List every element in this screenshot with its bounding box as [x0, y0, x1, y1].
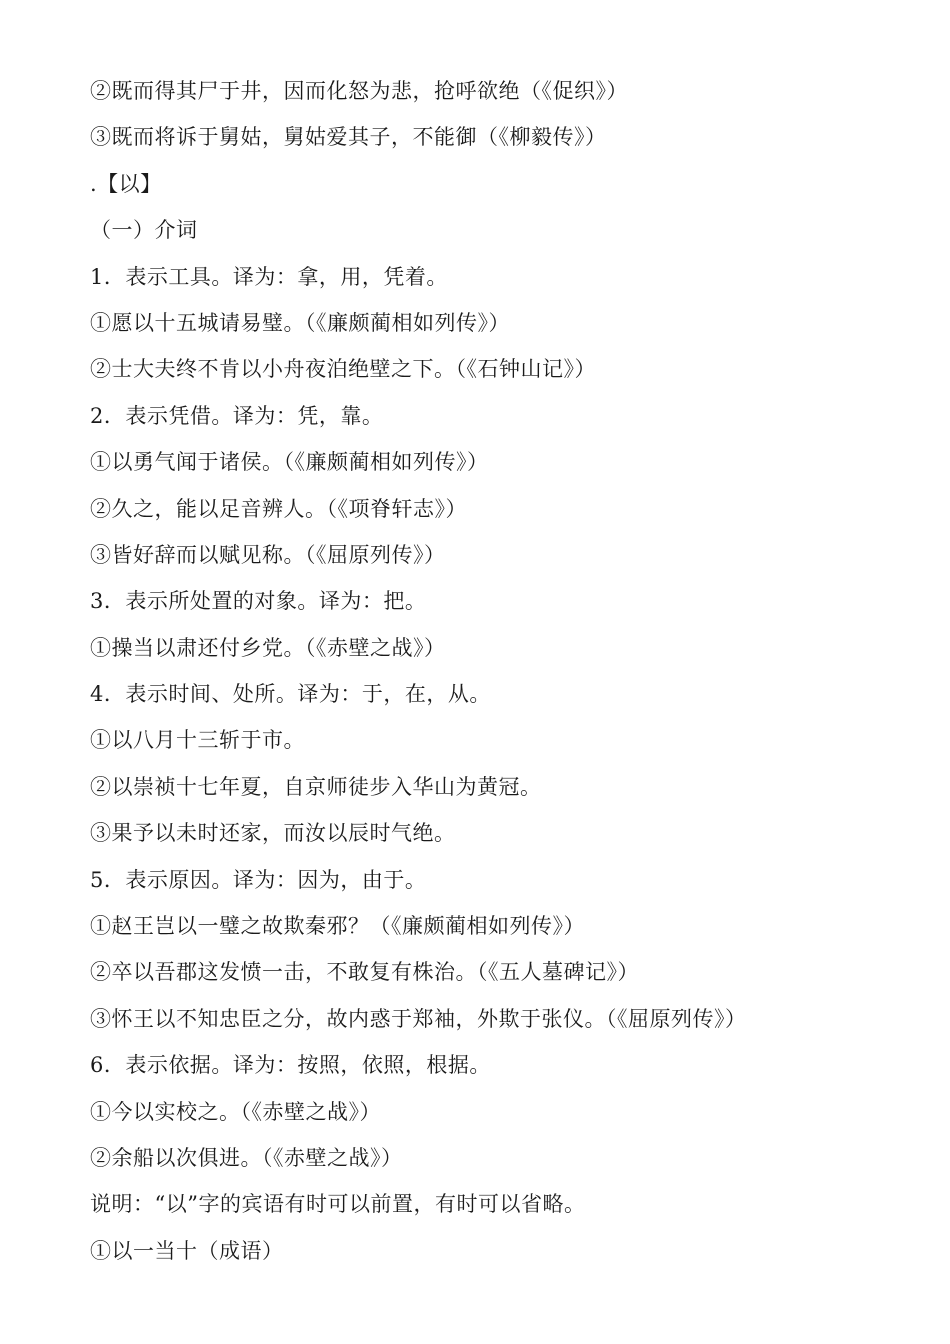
example-line: ③皆好辞而以赋见称。（《屈原列传》） — [90, 542, 446, 567]
usage-heading: 1．表示工具。译为：拿，用，凭着。 — [90, 264, 448, 289]
example-line: ②余船以次俱进。（《赤壁之战》） — [90, 1145, 403, 1170]
example-line: ②卒以吾郡这发愤一击，不敢复有株治。（《五人墓碑记》） — [90, 960, 639, 985]
text-line: ②既而得其尸于井，因而化怒为悲，抢呼欲绝（《促织》） — [90, 79, 628, 103]
text-line: ③既而将诉于舅姑，舅姑爱其子，不能御（《柳毅传》） — [90, 125, 607, 150]
example-line: ①以一当十（成语） — [90, 1238, 284, 1263]
usage-heading: 3．表示所处置的对象。译为：把。 — [90, 589, 427, 614]
example-line: ①以勇气闻于诸侯。（《廉颇蔺相如列传》） — [90, 450, 489, 475]
usage-heading: 6．表示依据。译为：按照，依照，根据。 — [90, 1053, 491, 1078]
note-line: 说明：“以”字的宾语有时可以前置，有时可以省略。 — [90, 1192, 586, 1217]
usage-heading: 4．表示时间、处所。译为：于，在，从。 — [90, 682, 491, 707]
example-line: ②士大夫终不肯以小舟夜泊绝壁之下。（《石钟山记》） — [90, 357, 596, 382]
example-line: ③怀王以不知忠臣之分，故内惑于郑袖，外欺于张仪。（《屈原列传》） — [90, 1006, 747, 1031]
usage-heading: 2．表示凭借。译为：凭，靠。 — [90, 403, 384, 428]
example-line: ③果予以未时还家，而汝以辰时气绝。 — [90, 821, 456, 846]
subsection-heading: （一）介词 — [90, 218, 198, 243]
example-line: ①愿以十五城请易璧。（《廉颇蔺相如列传》） — [90, 310, 510, 335]
example-line: ②久之，能以足音辨人。（《项脊轩志》） — [90, 496, 467, 521]
example-line: ①操当以肃还付乡党。（《赤壁之战》） — [90, 635, 446, 660]
usage-heading: 5．表示原因。译为：因为，由于。 — [90, 867, 427, 892]
example-line: ①以八月十三斩于市。 — [90, 728, 305, 753]
example-line: ①今以实校之。（《赤壁之战》） — [90, 1099, 381, 1124]
example-line: ②以崇祯十七年夏，自京师徒步入华山为黄冠。 — [90, 774, 542, 799]
section-heading: .【以】 — [90, 171, 162, 196]
example-line: ①赵王岂以一璧之故欺秦邪？（《廉颇蔺相如列传》） — [90, 914, 585, 939]
text-body — [90, 71, 920, 1277]
